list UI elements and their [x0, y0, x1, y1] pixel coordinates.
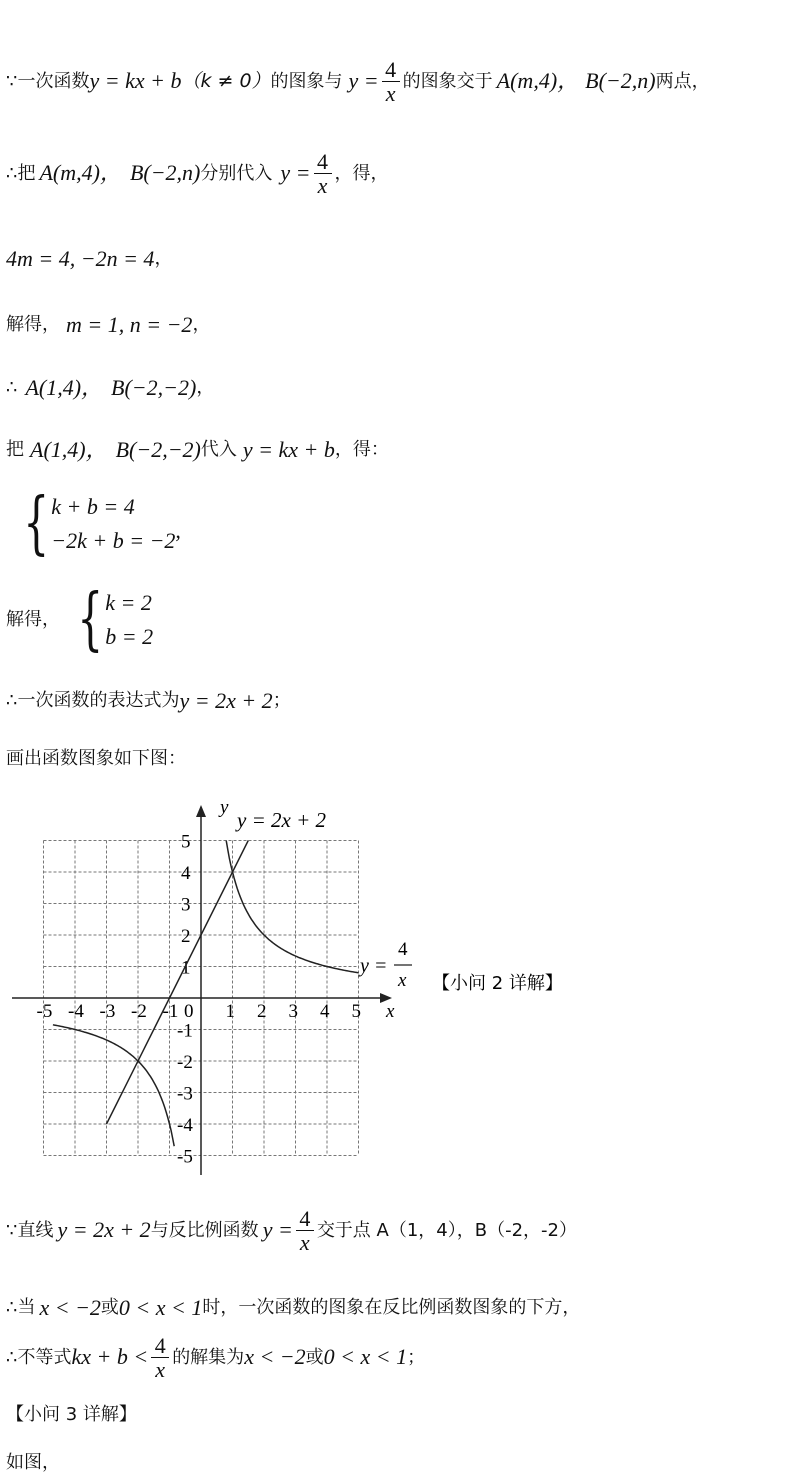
text-prefix: ∴把 [6, 162, 36, 184]
hyperbola-branch-right [226, 841, 358, 973]
y-axis-arrow-icon [196, 805, 206, 817]
text-mid: 代入 [200, 439, 237, 461]
point-b: B(−2,−2) [115, 437, 201, 462]
system-row-1: k + b = 4 [51, 494, 135, 519]
hyperbola-label-num: 4 [398, 939, 408, 960]
line-as-shown [6, 1452, 60, 1474]
fraction-denominator: x [385, 81, 396, 107]
text-suffix: ，得， [334, 162, 389, 184]
y-tick-label: 3 [181, 894, 191, 916]
point-a: A(1,4)， [25, 375, 104, 400]
text-prefix: 解得， [6, 314, 60, 336]
x-tick-label: 3 [288, 1001, 298, 1022]
fraction-4-over-x [296, 1207, 314, 1254]
hyperbola-label-den: x [398, 970, 407, 991]
solution-system [60, 580, 154, 660]
line-when-below [6, 1295, 580, 1321]
text-suffix: 两点， [655, 70, 710, 92]
fraction-numerator: 4 [317, 149, 328, 174]
line-equations [6, 246, 172, 272]
x-tick-label: -4 [68, 1001, 84, 1022]
x-tick-label: 4 [320, 1001, 330, 1022]
equation: 4m = 4, −2n = 4 [6, 246, 155, 271]
system-row-1: k = 2 [105, 590, 152, 615]
line-solve-mn [6, 312, 210, 338]
text-prefix: ∵直线 [6, 1219, 54, 1241]
fraction-numerator: 4 [299, 1206, 311, 1231]
x-tick-label: -5 [36, 1001, 53, 1022]
text-prefix: ∴ [6, 377, 18, 399]
fraction-4-over-x [151, 1334, 169, 1381]
linear-equation: y = 2x + 2 [57, 1217, 151, 1243]
text-prefix: ∵一次函数 [6, 70, 90, 92]
line-solve-kb [6, 580, 154, 660]
line-draw-graph [6, 748, 186, 770]
line-substitute-linear [6, 437, 389, 463]
point-a: A(1,4)， [30, 437, 108, 462]
x-tick-label: 5 [351, 1001, 361, 1022]
y-equals: y = [262, 1217, 293, 1243]
line-solution-set [6, 1334, 425, 1381]
y-tick-label: 2 [181, 926, 191, 947]
text: 【小问 3 详解】 [6, 1404, 137, 1425]
linear-equation: y = kx + b [89, 68, 182, 94]
text-suffix: ， [196, 377, 215, 399]
axes [12, 805, 392, 1175]
line-expression [6, 688, 291, 714]
y-axis-label: y [220, 797, 229, 818]
text-prefix: ∴当 [6, 1297, 36, 1319]
fraction-numerator: 4 [385, 57, 397, 82]
y-tick-label: 4 [181, 863, 191, 884]
hyperbola-branch-left [53, 1025, 174, 1146]
point-a: A(m,4)， [39, 160, 122, 186]
inequality-1: x < −2 [244, 1344, 306, 1370]
point-a: A(m,4)， [496, 68, 580, 94]
point-b: B(−2,n) [129, 160, 201, 186]
brace-icon: { [77, 580, 104, 660]
text-or: 或 [305, 1346, 324, 1368]
line-system [6, 484, 181, 564]
brace-icon: { [23, 484, 50, 564]
text-suffix: ， [192, 314, 211, 336]
system-row-2: −2k + b = −2 [51, 528, 176, 554]
text-suffix: ， [154, 248, 173, 270]
system-row-2: b = 2 [105, 624, 154, 650]
text-prefix: 解得， [6, 609, 60, 631]
line-substitute [6, 150, 389, 197]
x-tick-label: -2 [131, 1001, 147, 1022]
text: 画出函数图象如下图： [6, 748, 186, 769]
section-label-q3 [6, 1404, 137, 1426]
text-or: 或 [100, 1297, 119, 1319]
equation: y = 2x + 2 [179, 688, 273, 713]
fraction-numerator: 4 [154, 1333, 166, 1358]
x-axis-label: x [386, 1001, 395, 1022]
y-tick-label: -3 [177, 1083, 193, 1105]
y-tick-label: 5 [181, 831, 191, 853]
condition-k: （k ≠ 0） [181, 70, 271, 93]
line-given-intersection [6, 58, 710, 105]
system-rows [105, 586, 153, 654]
point-b: B(−2,−2) [111, 375, 197, 400]
text-suffix: ，得： [334, 439, 389, 461]
inequality-lhs: kx + b < [71, 1344, 149, 1370]
line-intersection [6, 1207, 577, 1254]
text-suffix: 交于点 A（1，4），B（-2，-2） [316, 1219, 577, 1241]
fraction-4-over-x [382, 58, 400, 105]
tick-labels [37, 832, 362, 1168]
line-points [6, 375, 214, 401]
x-tick-label: -1 [162, 1001, 179, 1022]
linear-function-line [107, 841, 249, 1125]
point-b: B(−2,n) [585, 68, 656, 94]
text-mid2: 的图象交于 [402, 70, 493, 92]
y-tick-label: -4 [177, 1115, 193, 1136]
fraction-denominator: x [299, 1230, 310, 1256]
y-tick-label: -5 [177, 1146, 193, 1168]
x-tick-label: -3 [99, 1001, 116, 1022]
inequality-2: 0 < x < 1 [323, 1344, 408, 1370]
fraction-denominator: x [317, 173, 328, 199]
text-prefix: 把 [6, 439, 24, 461]
inequality-1: x < −2 [39, 1295, 101, 1320]
text-mid: 分别代入 [200, 162, 273, 184]
y-tick-label: -2 [177, 1052, 193, 1073]
text: 如图， [6, 1452, 60, 1473]
x-tick-label: 2 [257, 1001, 267, 1022]
inequality-2: 0 < x < 1 [118, 1295, 203, 1320]
text-suffix: ； [272, 690, 291, 712]
function-graph [0, 795, 786, 1185]
text-prefix: ∴不等式 [6, 1346, 72, 1368]
text-mid: 与反比例函数 [150, 1219, 259, 1241]
text-suffix: , [175, 518, 181, 543]
y-tick-label: 1 [181, 957, 191, 979]
text-mid: 的图象与 [270, 70, 343, 92]
y-equals: y = [348, 68, 379, 94]
origin-label: 0 [184, 1001, 194, 1022]
equation: y = kx + b [242, 437, 335, 462]
equation-system [6, 484, 176, 564]
text-mid: 的解集为 [172, 1346, 245, 1368]
hyperbola-label-y: y = [360, 955, 388, 977]
line-label: y = 2x + 2 [237, 808, 326, 832]
text-prefix: ∴一次函数的表达式为 [6, 690, 180, 712]
x-tick-label: 1 [225, 1001, 235, 1022]
section-label-q2: 【小问 2 详解】 [432, 973, 563, 994]
system-rows [51, 490, 175, 558]
text-suffix: ； [407, 1346, 426, 1368]
fraction-denominator: x [155, 1357, 166, 1383]
y-tick-label: -1 [177, 1020, 193, 1042]
equation: m = 1, n = −2 [66, 312, 193, 337]
fraction-4-over-x [314, 150, 332, 197]
y-equals: y = [280, 160, 311, 186]
text-suffix: 时，一次函数的图象在反比例函数图象的下方， [202, 1297, 581, 1319]
